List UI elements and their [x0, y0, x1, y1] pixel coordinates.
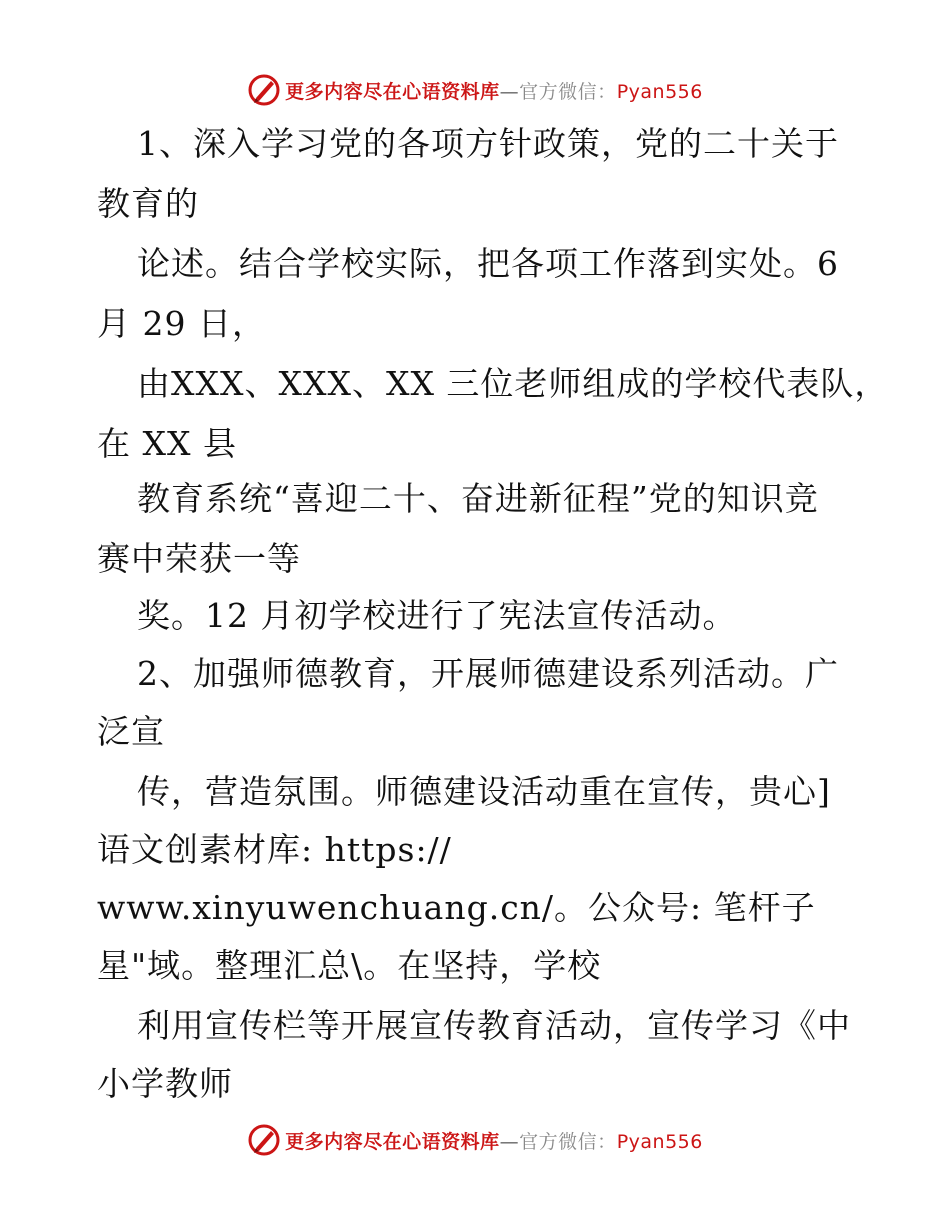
pen-seal-logo-icon: [247, 1123, 281, 1157]
text-line: 在 XX 县: [97, 424, 237, 463]
text-line: 教育系统“喜迎二十、奋进新征程”党的知识竞: [137, 479, 819, 518]
header-banner: [0, 70, 950, 110]
text-line: 语文创素材库: https://: [97, 830, 452, 869]
text-line: 星"域。整理汇总\。在坚持，学校: [97, 946, 602, 985]
banner-text: [285, 77, 703, 104]
text-line: 利用宣传栏等开展宣传教育活动，宣传学习《中: [137, 1006, 851, 1045]
banner-brand-text: 更多内容尽在心语资料库: [285, 1130, 500, 1153]
text-line: 由XXX、XXX、XX 三位老师组成的学校代表队，: [137, 364, 889, 403]
banner-brand-text: 更多内容尽在心语资料库: [285, 80, 500, 103]
text-line: 教育的: [97, 184, 199, 223]
text-line: www.xinyuwenchuang.cn/。公众号: 笔杆子: [97, 888, 816, 927]
banner-dash: —: [499, 1130, 520, 1153]
footer-banner: [0, 1120, 950, 1160]
text-line: 赛中荣获一等: [97, 539, 301, 578]
banner-wechat-label: 官方微信：: [519, 1130, 617, 1153]
banner-dash: —: [499, 80, 520, 103]
banner-text: [285, 1127, 703, 1154]
banner-wechat-label: 官方微信：: [519, 80, 617, 103]
text-line: 传，营造氛围。师德建设活动重在宣传，贵心]: [137, 772, 831, 811]
text-line: 1、深入学习党的各项方针政策，党的二十关于: [137, 124, 839, 163]
banner-account: Pyan556: [616, 80, 703, 103]
text-line: 论述。结合学校实际，把各项工作落到实处。6: [137, 244, 839, 283]
text-line: 2、加强师德教育，开展师德建设系列活动。广: [137, 654, 839, 693]
banner-account: Pyan556: [616, 1130, 703, 1153]
text-line: 奖。12 月初学校进行了宪法宣传活动。: [137, 596, 737, 635]
text-line: 月 29 日，: [97, 304, 266, 343]
text-line: 泛宣: [97, 712, 165, 751]
pen-seal-logo-icon: [247, 73, 281, 107]
text-line: 小学教师: [97, 1064, 233, 1103]
